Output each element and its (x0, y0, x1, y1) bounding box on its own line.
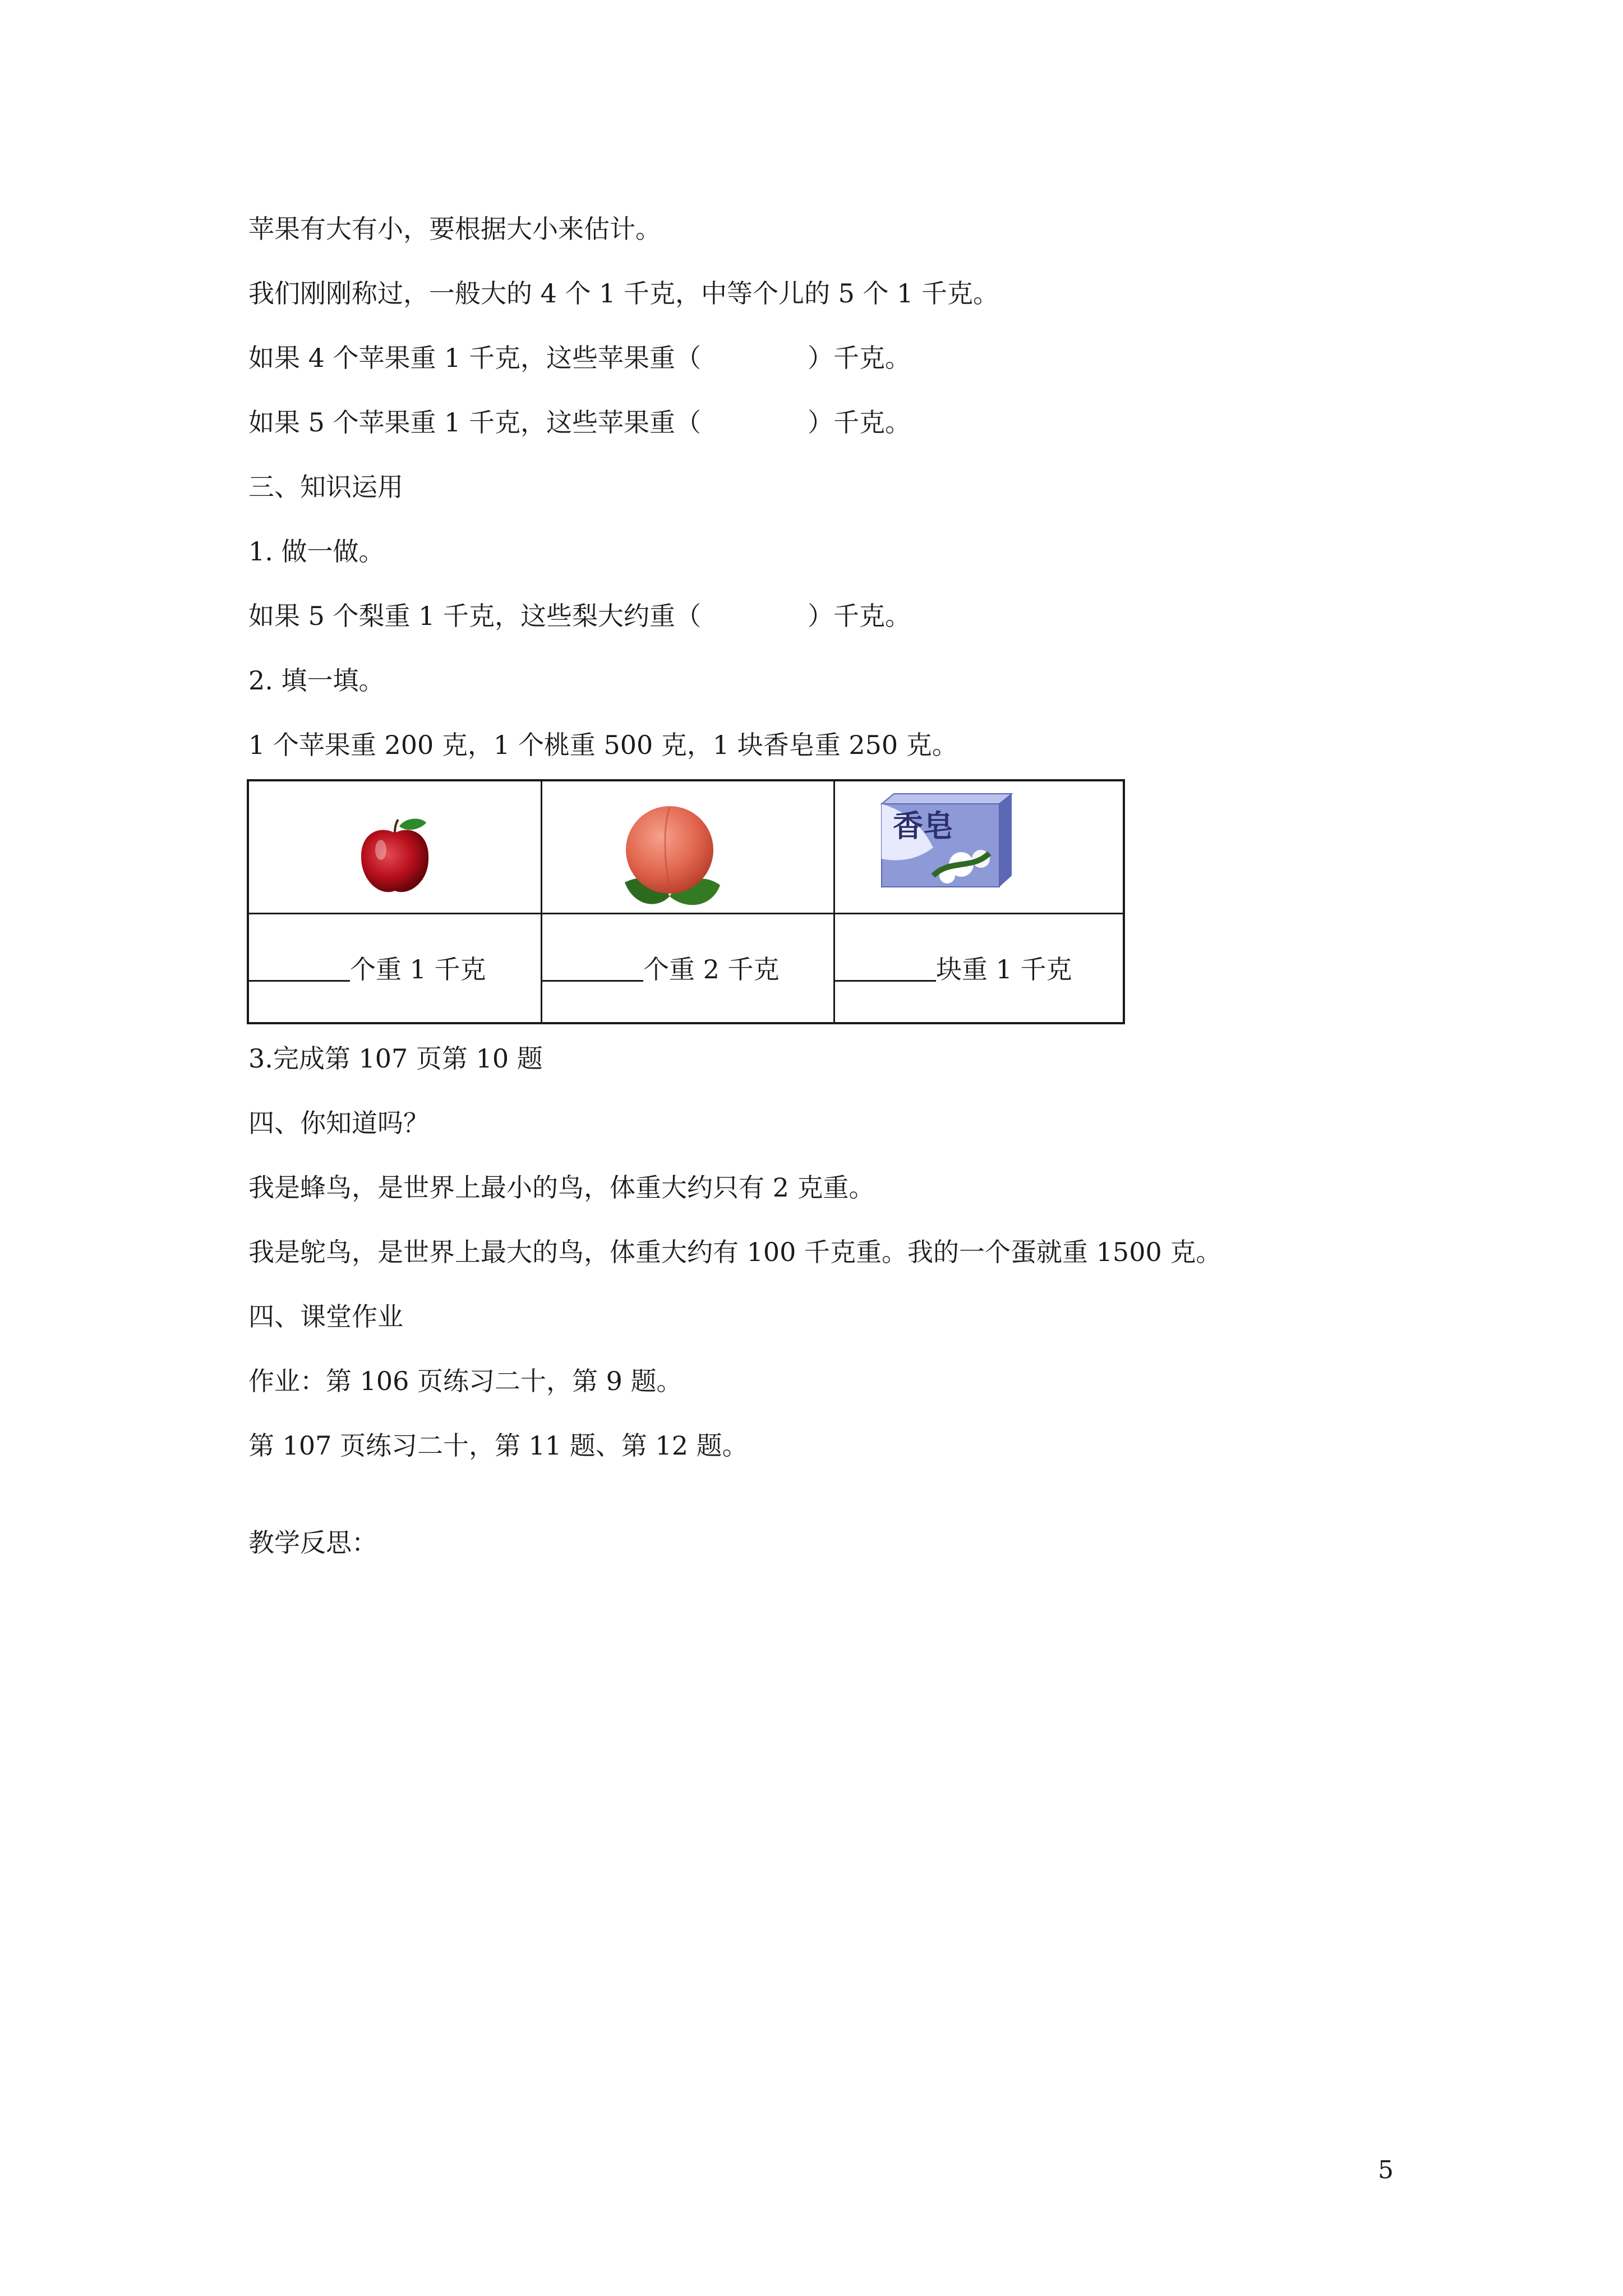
fill-suffix: 个重 2 千克 (643, 954, 780, 984)
fill-suffix: 块重 1 千克 (936, 954, 1072, 984)
item-3: 3.完成第 107 页第 10 题 (248, 1043, 543, 1074)
question-suffix: ）千克。 (808, 601, 911, 631)
fill-suffix: 个重 1 千克 (350, 954, 486, 984)
text-line-1: 苹果有大有小，要根据大小来估计。 (248, 214, 661, 244)
fill-intro: 1 个苹果重 200 克，1 个桃重 500 克，1 块香皂重 250 克。 (248, 730, 958, 760)
soap-image (877, 792, 1015, 890)
question-text: 如果 5 个苹果重 1 千克，这些苹果重（ (248, 407, 702, 438)
homework-line-2: 第 107 页练习二十，第 11 题、第 12 题。 (248, 1430, 748, 1461)
text-line-2: 我们刚刚称过，一般大的 4 个 1 千克，中等个儿的 5 个 1 千克。 (248, 278, 999, 309)
question-suffix: ）千克。 (808, 407, 911, 438)
question-pear (248, 599, 911, 633)
fill-blank (835, 954, 936, 982)
soap-label: 香皂 (893, 808, 953, 844)
fact-ostrich: 我是鸵鸟，是世界上最大的鸟，体重大约有 100 千克重。我的一个蛋就重 1500 克。 (248, 1237, 1222, 1267)
item-2: 2. 填一填。 (248, 665, 385, 696)
question-text: 如果 5 个梨重 1 千克，这些梨大约重（ (248, 601, 702, 631)
apple-image (350, 815, 440, 899)
fill-cell-apple (249, 953, 486, 986)
fill-cell-peach (542, 953, 780, 986)
item-1: 1. 做一做。 (248, 536, 385, 567)
page-number: 5 (1378, 2156, 1394, 2184)
section-heading-4a: 四、你知道吗？ (248, 1108, 429, 1138)
fill-cell-soap (835, 953, 1072, 986)
fill-table (247, 779, 1125, 1024)
teaching-reflection: 教学反思： (248, 1527, 377, 1558)
fact-hummingbird: 我是蜂鸟，是世界上最小的鸟，体重大约只有 2 克重。 (248, 1172, 875, 1203)
question-text: 如果 4 个苹果重 1 千克，这些苹果重（ (248, 343, 702, 373)
peach-image (608, 798, 731, 913)
homework-line-1: 作业：第 106 页练习二十，第 9 题。 (248, 1366, 683, 1396)
section-heading-4b: 四、课堂作业 (248, 1301, 403, 1332)
section-heading-3: 三、知识运用 (248, 472, 403, 502)
question-suffix: ）千克。 (808, 343, 911, 373)
question-apple-5 (248, 406, 911, 439)
fill-blank (249, 954, 350, 982)
question-apple-4 (248, 341, 911, 375)
fill-blank (542, 954, 643, 982)
